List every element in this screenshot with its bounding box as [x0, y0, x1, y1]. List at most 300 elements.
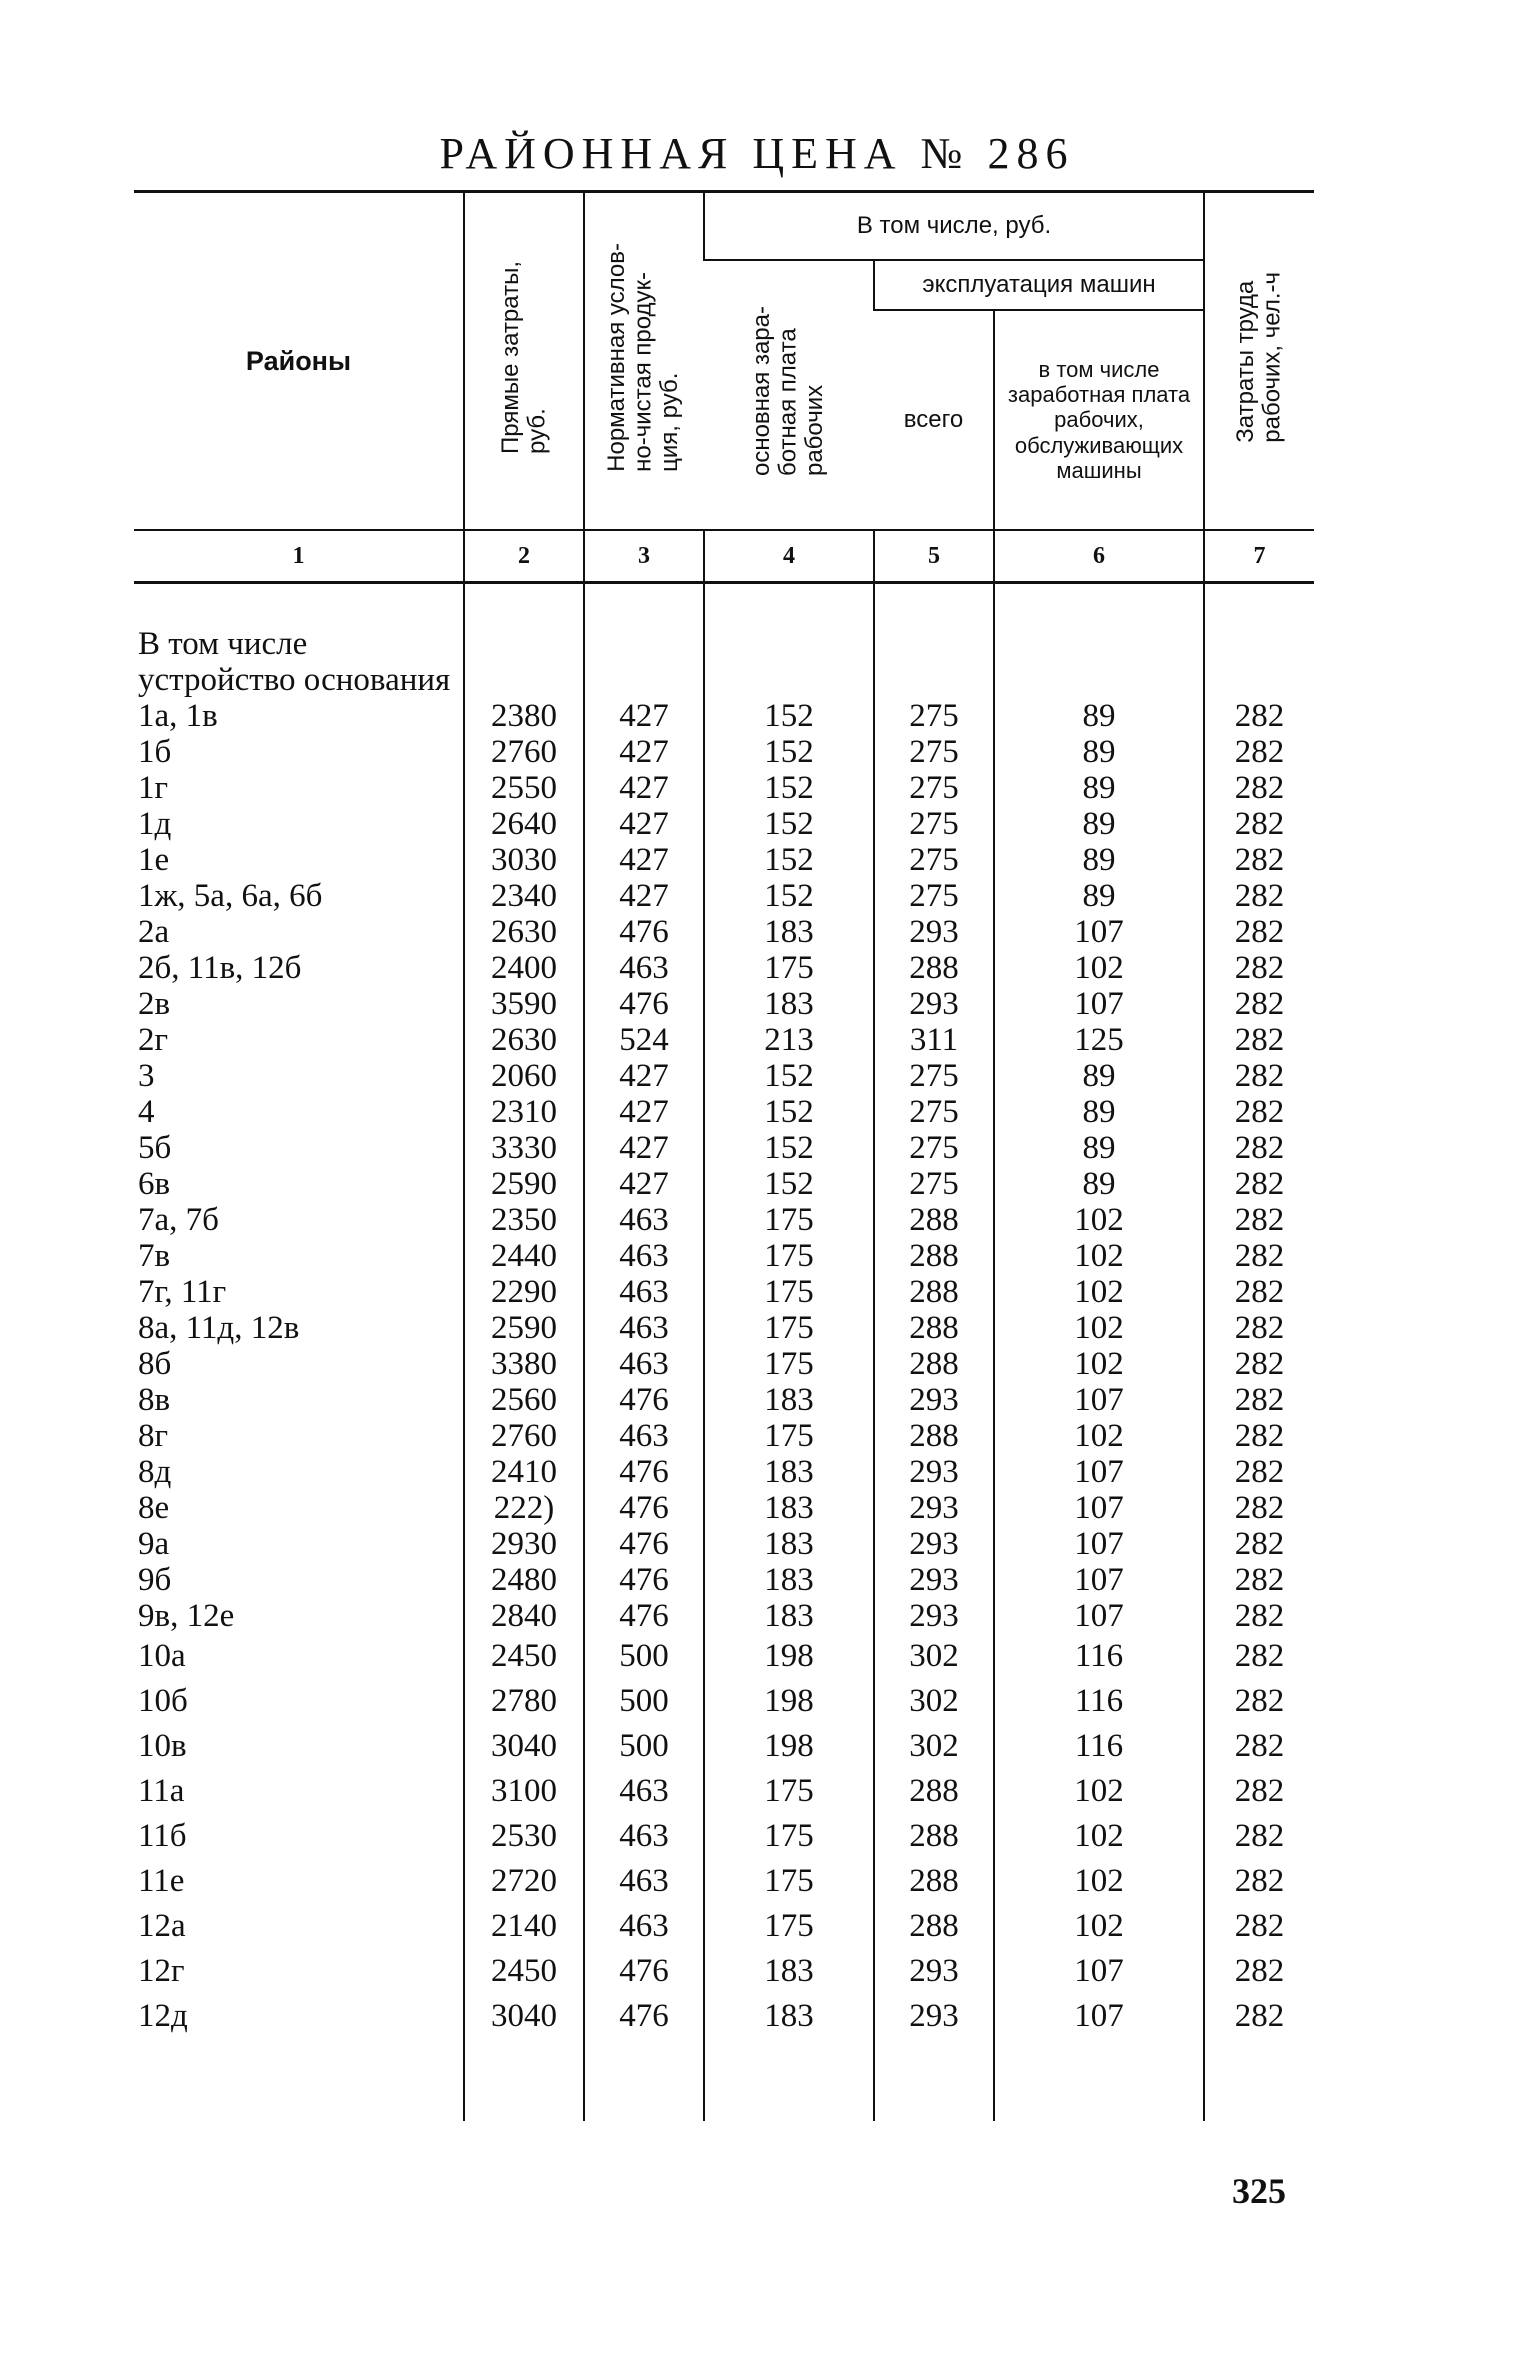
normative-output-cell: 463 [584, 1769, 704, 1814]
labor-cell: 282 [1204, 734, 1314, 770]
table-row [134, 1274, 1314, 1310]
district-cell: 8г [138, 1418, 169, 1454]
base-wage-cell: 175 [704, 1904, 874, 1949]
normative-output-cell: 427 [584, 842, 704, 878]
district-cell: 1г [138, 770, 169, 806]
header-normative-output [584, 192, 704, 531]
machine-total-cell: 275 [874, 1130, 994, 1166]
price-table [134, 190, 1314, 2121]
header-normative-output-label: Нормативная услов- но-чистая продук- ция, руб. [603, 243, 684, 472]
direct-costs-cell: 3590 [464, 986, 584, 1022]
labor-cell: 282 [1204, 1949, 1314, 1994]
direct-costs-cell: 2480 [464, 1562, 584, 1598]
district-cell: 9б [138, 1562, 172, 1598]
direct-costs-cell: 3030 [464, 842, 584, 878]
district-cell: 1ж, 5а, 6а, 6б [138, 878, 323, 914]
normative-output-cell: 427 [584, 1058, 704, 1094]
machine-total-cell: 302 [874, 1679, 994, 1724]
col-number: 5 [874, 530, 994, 583]
machine-total-cell: 293 [874, 1562, 994, 1598]
normative-output-cell: 463 [584, 1346, 704, 1382]
district-cell: 1д [138, 806, 172, 842]
base-wage-cell: 183 [704, 1382, 874, 1418]
machine-total-cell: 311 [874, 1022, 994, 1058]
direct-costs-cell: 2530 [464, 1814, 584, 1859]
labor-cell: 282 [1204, 770, 1314, 806]
normative-output-cell: 463 [584, 1814, 704, 1859]
machine-total-cell: 302 [874, 1724, 994, 1769]
base-wage-cell: 175 [704, 1859, 874, 1904]
district-cell: 8а, 11д, 12в [138, 1310, 300, 1346]
table-row [134, 914, 1314, 950]
machine-total-cell: 293 [874, 1454, 994, 1490]
labor-cell: 282 [1204, 1814, 1314, 1859]
district-cell: 7в [138, 1238, 171, 1274]
base-wage-cell: 175 [704, 950, 874, 986]
table-row [134, 698, 1314, 734]
machine-wage-cell: 102 [994, 1274, 1204, 1310]
machine-wage-cell: 89 [994, 1130, 1204, 1166]
machine-wage-cell: 116 [994, 1679, 1204, 1724]
machine-wage-cell: 107 [994, 1994, 1204, 2039]
district-cell: 11е [138, 1863, 185, 1899]
base-wage-cell: 152 [704, 1130, 874, 1166]
district-cell: 2а [138, 914, 170, 950]
column-number-row [134, 530, 1314, 583]
base-wage-cell: 183 [704, 1949, 874, 1994]
district-cell: 9а [138, 1526, 170, 1562]
col-number: 6 [994, 530, 1204, 583]
labor-cell: 282 [1204, 1859, 1314, 1904]
labor-cell: 282 [1204, 914, 1314, 950]
district-cell: 11б [138, 1818, 187, 1854]
table-row [134, 1202, 1314, 1238]
base-wage-cell: 152 [704, 734, 874, 770]
district-cell: 3 [138, 1058, 155, 1094]
machine-wage-cell: 102 [994, 1769, 1204, 1814]
table-row [134, 1058, 1314, 1094]
normative-output-cell: 463 [584, 1238, 704, 1274]
district-cell: 2б, 11в, 12б [138, 950, 302, 986]
base-wage-cell: 152 [704, 770, 874, 806]
normative-output-cell: 476 [584, 1949, 704, 1994]
machine-wage-cell: 107 [994, 1562, 1204, 1598]
table-row [134, 878, 1314, 914]
normative-output-cell: 427 [584, 806, 704, 842]
col-number: 7 [1204, 530, 1314, 583]
base-wage-cell: 183 [704, 1526, 874, 1562]
table-row [134, 1949, 1314, 1994]
table-row [134, 1094, 1314, 1130]
direct-costs-cell: 3330 [464, 1130, 584, 1166]
direct-costs-cell: 2630 [464, 1022, 584, 1058]
labor-cell: 282 [1204, 1202, 1314, 1238]
machine-wage-cell: 89 [994, 1094, 1204, 1130]
direct-costs-cell: 2350 [464, 1202, 584, 1238]
machine-wage-cell: 107 [994, 986, 1204, 1022]
normative-output-cell: 476 [584, 1598, 704, 1634]
page-title: РАЙОННАЯ ЦЕНА № 286 [439, 129, 1075, 178]
machine-wage-cell: 107 [994, 914, 1204, 950]
table-row [134, 1814, 1314, 1859]
labor-cell: 282 [1204, 1994, 1314, 2039]
table-row [134, 806, 1314, 842]
direct-costs-cell: 2630 [464, 914, 584, 950]
district-cell: 10б [138, 1683, 188, 1719]
table-row [134, 1994, 1314, 2039]
normative-output-cell: 476 [584, 986, 704, 1022]
district-cell: 11а [138, 1773, 185, 1809]
direct-costs-cell: 2410 [464, 1454, 584, 1490]
machine-wage-cell: 102 [994, 1202, 1204, 1238]
table-row [134, 1418, 1314, 1454]
base-wage-cell: 183 [704, 1598, 874, 1634]
labor-cell: 282 [1204, 806, 1314, 842]
normative-output-cell: 500 [584, 1634, 704, 1679]
table-row [134, 1166, 1314, 1202]
machine-total-cell: 293 [874, 1382, 994, 1418]
machine-total-cell: 275 [874, 1058, 994, 1094]
machine-wage-cell: 102 [994, 1814, 1204, 1859]
header-labor [1204, 192, 1314, 531]
district-cell: 8б [138, 1346, 172, 1382]
machine-total-cell: 275 [874, 1166, 994, 1202]
direct-costs-cell: 2720 [464, 1859, 584, 1904]
machine-wage-cell: 102 [994, 1346, 1204, 1382]
direct-costs-cell: 2640 [464, 806, 584, 842]
district-cell: 7а, 7б [138, 1202, 219, 1238]
direct-costs-cell: 2450 [464, 1949, 584, 1994]
machine-total-cell: 275 [874, 878, 994, 914]
direct-costs-cell: 3040 [464, 1724, 584, 1769]
labor-cell: 282 [1204, 1598, 1314, 1634]
table-row [134, 1022, 1314, 1058]
machine-wage-cell: 107 [994, 1490, 1204, 1526]
labor-cell: 282 [1204, 1634, 1314, 1679]
machine-wage-cell: 107 [994, 1382, 1204, 1418]
labor-cell: 282 [1204, 1724, 1314, 1769]
labor-cell: 282 [1204, 878, 1314, 914]
district-cell: 1а, 1в [138, 698, 218, 734]
base-wage-cell: 152 [704, 806, 874, 842]
table-row [134, 1310, 1314, 1346]
machine-total-cell: 293 [874, 1994, 994, 2039]
machine-wage-cell: 102 [994, 1859, 1204, 1904]
machine-wage-cell: 102 [994, 1238, 1204, 1274]
normative-output-cell: 427 [584, 1166, 704, 1202]
machine-total-cell: 275 [874, 1094, 994, 1130]
normative-output-cell: 476 [584, 1382, 704, 1418]
direct-costs-cell: 2590 [464, 1310, 584, 1346]
district-cell: 8в [138, 1382, 171, 1418]
table-row [134, 1679, 1314, 1724]
direct-costs-cell: 2590 [464, 1166, 584, 1202]
labor-cell: 282 [1204, 1418, 1314, 1454]
base-wage-cell: 175 [704, 1238, 874, 1274]
machine-total-cell: 288 [874, 1418, 994, 1454]
machine-wage-cell: 89 [994, 806, 1204, 842]
machine-wage-cell: 107 [994, 1526, 1204, 1562]
normative-output-cell: 476 [584, 1562, 704, 1598]
table-row [134, 842, 1314, 878]
base-wage-cell: 175 [704, 1418, 874, 1454]
district-cell: 6в [138, 1166, 171, 1202]
machine-wage-cell: 107 [994, 1598, 1204, 1634]
machine-total-cell: 275 [874, 770, 994, 806]
normative-output-cell: 463 [584, 950, 704, 986]
table-row [134, 986, 1314, 1022]
labor-cell: 282 [1204, 1310, 1314, 1346]
header-direct-costs-label: Прямые затраты, руб. [496, 261, 550, 454]
base-wage-cell: 175 [704, 1814, 874, 1859]
labor-cell: 282 [1204, 1769, 1314, 1814]
base-wage-cell: 198 [704, 1679, 874, 1724]
normative-output-cell: 476 [584, 1490, 704, 1526]
table-row [134, 1859, 1314, 1904]
base-wage-cell: 198 [704, 1634, 874, 1679]
district-cell: 12г [138, 1953, 185, 1989]
direct-costs-cell: 222) [464, 1490, 584, 1526]
machine-wage-cell: 89 [994, 842, 1204, 878]
normative-output-cell: 463 [584, 1418, 704, 1454]
direct-costs-cell: 2310 [464, 1094, 584, 1130]
base-wage-cell: 152 [704, 698, 874, 734]
direct-costs-cell: 3100 [464, 1769, 584, 1814]
normative-output-cell: 476 [584, 1454, 704, 1490]
header-total: всего [903, 406, 964, 433]
normative-output-cell: 427 [584, 1130, 704, 1166]
table-row [134, 1724, 1314, 1769]
header-districts: Районы [134, 192, 464, 531]
machine-wage-cell: 116 [994, 1724, 1204, 1769]
normative-output-cell: 463 [584, 1310, 704, 1346]
labor-cell: 282 [1204, 698, 1314, 734]
normative-output-cell: 427 [584, 698, 704, 734]
table-row [134, 1490, 1314, 1526]
table-row [134, 950, 1314, 986]
machine-wage-cell: 89 [994, 1166, 1204, 1202]
labor-cell: 282 [1204, 1058, 1314, 1094]
labor-cell: 282 [1204, 1490, 1314, 1526]
base-wage-cell: 183 [704, 1562, 874, 1598]
direct-costs-cell: 3040 [464, 1994, 584, 2039]
intro-text: В том числе устройство основания [138, 626, 451, 698]
normative-output-cell: 463 [584, 1859, 704, 1904]
machine-wage-cell: 102 [994, 1310, 1204, 1346]
base-wage-cell: 175 [704, 1346, 874, 1382]
base-wage-cell: 183 [704, 1994, 874, 2039]
direct-costs-cell: 2380 [464, 698, 584, 734]
normative-output-cell: 463 [584, 1274, 704, 1310]
col-number: 3 [584, 530, 704, 583]
district-cell: 2в [138, 986, 171, 1022]
base-wage-cell: 183 [704, 1490, 874, 1526]
machine-total-cell: 293 [874, 1526, 994, 1562]
machine-total-cell: 288 [874, 1904, 994, 1949]
normative-output-cell: 476 [584, 914, 704, 950]
machine-wage-cell: 125 [994, 1022, 1204, 1058]
district-cell: 10а [138, 1638, 186, 1674]
table-row [134, 1904, 1314, 1949]
direct-costs-cell: 2550 [464, 770, 584, 806]
machine-total-cell: 293 [874, 1598, 994, 1634]
machine-total-cell: 288 [874, 1859, 994, 1904]
intro-row [134, 626, 1314, 698]
normative-output-cell: 476 [584, 1994, 704, 2039]
district-cell: 5б [138, 1130, 172, 1166]
machine-total-cell: 288 [874, 1310, 994, 1346]
normative-output-cell: 427 [584, 1094, 704, 1130]
machine-wage-cell: 107 [994, 1454, 1204, 1490]
machine-wage-cell: 89 [994, 698, 1204, 734]
direct-costs-cell: 2400 [464, 950, 584, 986]
machine-wage-cell: 89 [994, 734, 1204, 770]
direct-costs-cell: 2060 [464, 1058, 584, 1094]
labor-cell: 282 [1204, 1526, 1314, 1562]
direct-costs-cell: 3380 [464, 1346, 584, 1382]
base-wage-cell: 175 [704, 1769, 874, 1814]
machine-total-cell: 293 [874, 914, 994, 950]
direct-costs-cell: 2290 [464, 1274, 584, 1310]
machine-total-cell: 293 [874, 1949, 994, 1994]
district-cell: 12а [138, 1908, 186, 1944]
direct-costs-cell: 2840 [464, 1598, 584, 1634]
col-number: 4 [704, 530, 874, 583]
machine-wage-cell: 102 [994, 1418, 1204, 1454]
district-cell: 12д [138, 1998, 188, 2034]
base-wage-cell: 175 [704, 1310, 874, 1346]
base-wage-cell: 183 [704, 914, 874, 950]
labor-cell: 282 [1204, 1274, 1314, 1310]
direct-costs-cell: 2440 [464, 1238, 584, 1274]
machine-wage-cell: 116 [994, 1634, 1204, 1679]
table-row [134, 1526, 1314, 1562]
header-base-wage [704, 260, 874, 530]
labor-cell: 282 [1204, 986, 1314, 1022]
direct-costs-cell: 2140 [464, 1904, 584, 1949]
direct-costs-cell: 2930 [464, 1526, 584, 1562]
machine-total-cell: 275 [874, 698, 994, 734]
direct-costs-cell: 2760 [464, 1418, 584, 1454]
machine-wage-cell: 107 [994, 1949, 1204, 1994]
header-including: В том числе, руб. [704, 192, 1204, 261]
table-row [134, 1598, 1314, 1634]
normative-output-cell: 524 [584, 1022, 704, 1058]
col-number: 2 [464, 530, 584, 583]
labor-cell: 282 [1204, 1904, 1314, 1949]
base-wage-cell: 213 [704, 1022, 874, 1058]
machine-total-cell: 293 [874, 1490, 994, 1526]
labor-cell: 282 [1204, 1130, 1314, 1166]
normative-output-cell: 463 [584, 1904, 704, 1949]
district-cell: 8д [138, 1454, 172, 1490]
page-number: 325 [1232, 2171, 1286, 2211]
normative-output-cell: 476 [584, 1526, 704, 1562]
machine-wage-cell: 102 [994, 1904, 1204, 1949]
machine-wage-cell: 89 [994, 878, 1204, 914]
labor-cell: 282 [1204, 1094, 1314, 1130]
table-row [134, 1382, 1314, 1418]
machine-total-cell: 288 [874, 1769, 994, 1814]
machine-total-cell: 288 [874, 1202, 994, 1238]
machine-total-cell: 288 [874, 1346, 994, 1382]
direct-costs-cell: 2560 [464, 1382, 584, 1418]
table-row [134, 1562, 1314, 1598]
base-wage-cell: 183 [704, 986, 874, 1022]
machine-total-cell: 288 [874, 1814, 994, 1859]
base-wage-cell: 152 [704, 1166, 874, 1202]
table-row [134, 1238, 1314, 1274]
district-cell: 1б [138, 734, 172, 770]
base-wage-cell: 152 [704, 842, 874, 878]
labor-cell: 282 [1204, 950, 1314, 986]
base-wage-cell: 152 [704, 1094, 874, 1130]
header-direct-costs [464, 192, 584, 531]
labor-cell: 282 [1204, 1166, 1314, 1202]
district-cell: 1е [138, 842, 170, 878]
col-number: 1 [134, 530, 464, 583]
machine-total-cell: 302 [874, 1634, 994, 1679]
base-wage-cell: 198 [704, 1724, 874, 1769]
base-wage-cell: 175 [704, 1202, 874, 1238]
normative-output-cell: 500 [584, 1679, 704, 1724]
machine-total-cell: 288 [874, 1274, 994, 1310]
header-machine-wage: в том числе заработная плата рабочих, обслуживающих машины [994, 310, 1204, 530]
machine-total-cell: 275 [874, 842, 994, 878]
table-row [134, 1130, 1314, 1166]
district-cell: 8е [138, 1490, 170, 1526]
machine-total-cell: 293 [874, 986, 994, 1022]
direct-costs-cell: 2450 [464, 1634, 584, 1679]
labor-cell: 282 [1204, 1454, 1314, 1490]
normative-output-cell: 463 [584, 1202, 704, 1238]
labor-cell: 282 [1204, 1346, 1314, 1382]
base-wage-cell: 152 [704, 878, 874, 914]
machine-total-cell: 275 [874, 734, 994, 770]
labor-cell: 282 [1204, 842, 1314, 878]
machine-total-cell: 288 [874, 1238, 994, 1274]
base-wage-cell: 175 [704, 1274, 874, 1310]
table-row [134, 1634, 1314, 1679]
district-cell: 4 [138, 1094, 155, 1130]
table-row [134, 1346, 1314, 1382]
machine-total-cell: 288 [874, 950, 994, 986]
normative-output-cell: 427 [584, 878, 704, 914]
labor-cell: 282 [1204, 1382, 1314, 1418]
table-row [134, 734, 1314, 770]
labor-cell: 282 [1204, 1562, 1314, 1598]
table-row [134, 1454, 1314, 1490]
price-table-container [134, 190, 1314, 2121]
direct-costs-cell: 2760 [464, 734, 584, 770]
district-cell: 10в [138, 1728, 187, 1764]
machine-wage-cell: 102 [994, 950, 1204, 986]
direct-costs-cell: 2780 [464, 1679, 584, 1724]
normative-output-cell: 500 [584, 1724, 704, 1769]
header-machine-operation: эксплуатация машин [874, 260, 1204, 310]
district-cell: 9в, 12е [138, 1598, 235, 1634]
table-row [134, 1769, 1314, 1814]
machine-total-cell: 275 [874, 806, 994, 842]
machine-wage-cell: 89 [994, 770, 1204, 806]
labor-cell: 282 [1204, 1679, 1314, 1724]
base-wage-cell: 183 [704, 1454, 874, 1490]
header-labor-label: Затраты труда рабочих, чел.-ч [1232, 272, 1286, 443]
district-cell: 7г, 11г [138, 1274, 227, 1310]
direct-costs-cell: 2340 [464, 878, 584, 914]
normative-output-cell: 427 [584, 734, 704, 770]
district-cell: 2г [138, 1022, 169, 1058]
